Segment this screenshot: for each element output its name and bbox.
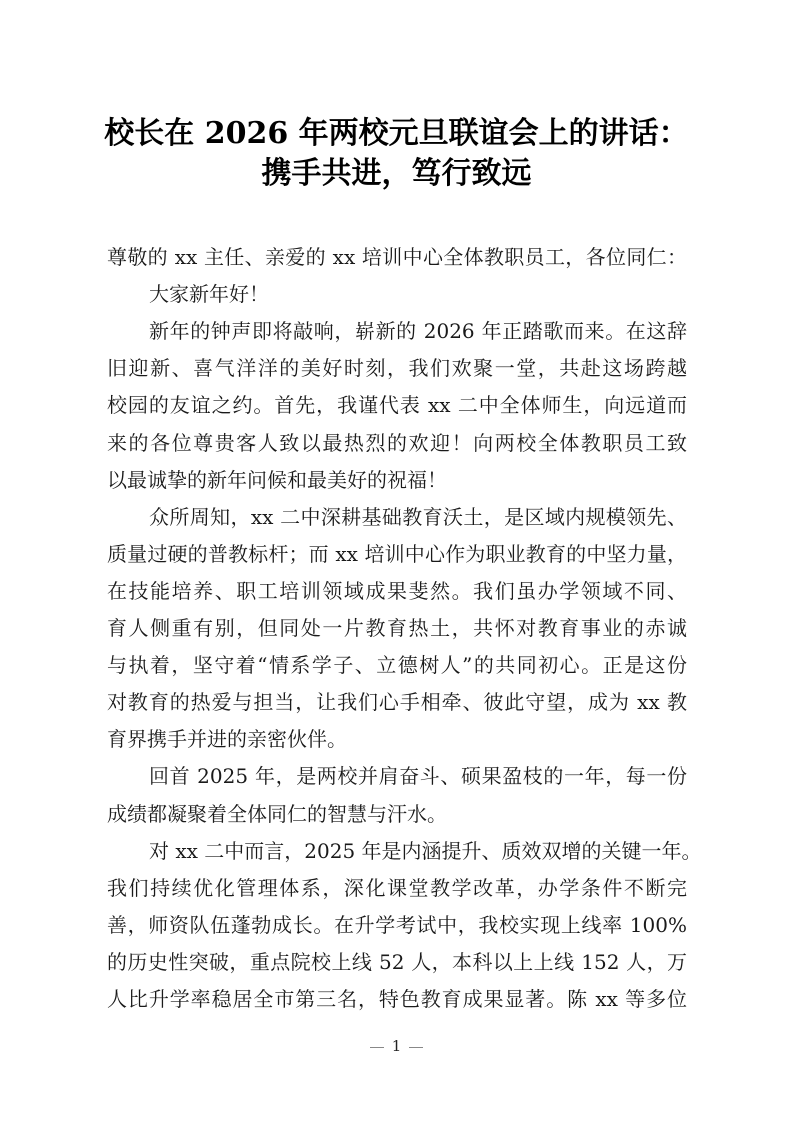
body-text-line: 的历史性突破，重点院校上线 52 人，本科以上上线 152 人，万 xyxy=(107,949,687,974)
body-text-line: 育界携手并进的亲密伙伴。 xyxy=(107,727,347,752)
body-text-line: 大家新年好！ xyxy=(149,282,269,307)
body-text-line: 新年的钟声即将敲响，崭新的 2026 年正踏歌而来。在这辞 xyxy=(149,319,687,344)
body-text-line: 善，师资队伍蓬勃成长。在升学考试中，我校实现上线率 100% xyxy=(107,912,687,937)
body-text-line: 尊敬的 xx 主任、亲爱的 xx 培训中心全体教职员工，各位同仁： xyxy=(107,245,687,269)
body-text-line: 我们持续优化管理体系，深化课堂教学改革，办学条件不断完 xyxy=(107,875,687,900)
document-title-line-2: 携手共进，笃行致远 xyxy=(261,156,532,191)
page-footer xyxy=(0,1037,793,1055)
body-text-line: 育人侧重有别，但同处一片教育热土，共怀对教育事业的赤诚 xyxy=(107,616,687,640)
body-text-line: 与执着，坚守着“情系学子、立德树人”的共同初心。正是这份 xyxy=(107,653,687,678)
footer-dash-right xyxy=(409,1047,423,1048)
body-text-line: 对 xx 二中而言，2025 年是内涵提升、质效双增的关键一年。 xyxy=(149,838,702,863)
page-number: 1 xyxy=(391,1037,402,1055)
body-text-line: 以最诚挚的新年问候和最美好的祝福！ xyxy=(107,467,447,492)
body-text-line: 人比升学率稳居全市第三名，特色教育成果显著。陈 xx 等多位 xyxy=(107,987,687,1011)
body-text-line: 成绩都凝聚着全体同仁的智慧与汗水。 xyxy=(107,801,447,826)
body-text-line: 质量过硬的普教标杆；而 xx 培训中心作为职业教育的中坚力量， xyxy=(107,541,687,566)
body-text-line: 回首 2025 年，是两校并肩奋斗、硕果盈枝的一年，每一份 xyxy=(149,764,687,789)
document-title-line-1: 校长在 2026 年两校元旦联谊会上的讲话： xyxy=(104,116,689,151)
body-text-line: 校园的友谊之约。首先，我谨代表 xx 二中全体师生，向远道而 xyxy=(107,393,687,418)
body-text-line: 旧迎新、喜气洋洋的美好时刻，我们欢聚一堂，共赴这场跨越 xyxy=(107,356,687,381)
body-text-line: 对教育的热爱与担当，让我们心手相牵、彼此守望，成为 xx 教 xyxy=(107,690,687,715)
footer-dash-left xyxy=(370,1047,384,1048)
body-text-line: 在技能培养、职工培训领域成果斐然。我们虽办学领域不同、 xyxy=(107,578,687,603)
body-text-line: 众所周知，xx 二中深耕基础教育沃土，是区域内规模领先、 xyxy=(149,504,687,529)
body-text-line: 来的各位尊贵客人致以最热烈的欢迎！向两校全体教职员工致 xyxy=(107,430,687,455)
